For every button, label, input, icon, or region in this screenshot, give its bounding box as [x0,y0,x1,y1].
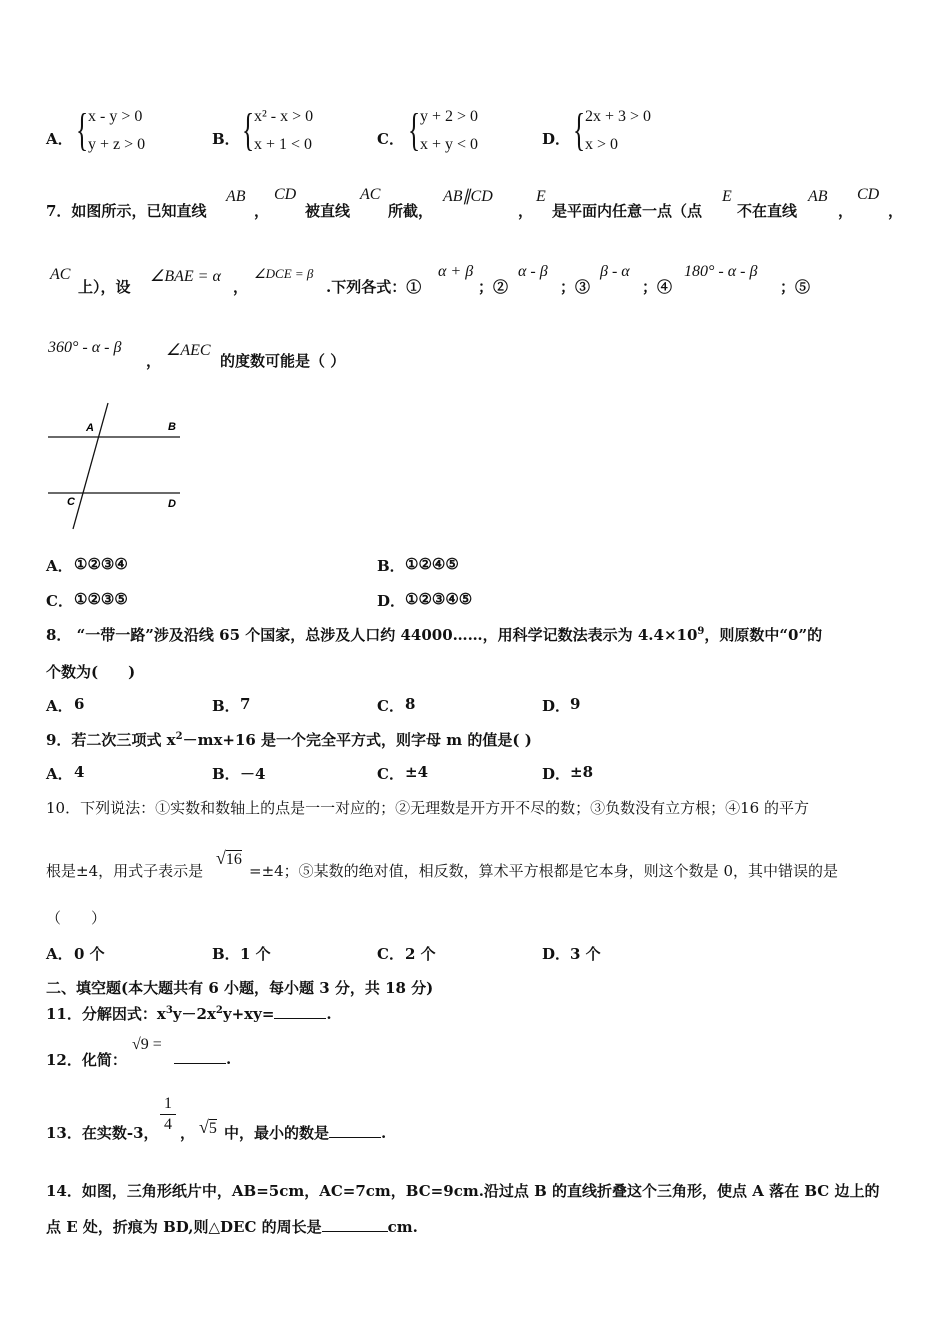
equation-line: y + 2 > 0 [420,108,479,125]
option-label: D． [377,592,406,610]
option-label: C． [377,697,404,715]
q6-option-d-label: D． [542,130,571,148]
option-label: B． [212,945,240,963]
q13-label: 13．在实数-3， [46,1124,159,1142]
answer-blank [274,1004,326,1019]
option-label: C． [377,765,404,783]
option-text: 1 个 [240,945,271,963]
equation-line: 2x + 3 > 0 [585,108,652,125]
comma: ， [233,278,249,296]
option-text: －4 [240,765,266,783]
fraction-denominator: 4 [164,1116,172,1133]
option-label: D． [542,697,571,715]
option-label: A． [46,765,73,783]
brace-icon: { [408,104,421,155]
math-expr-1: α + β [438,263,474,280]
math-cd: CD [857,186,880,203]
math-cd: CD [274,186,297,203]
q10-line1: 10．下列说法：①实数和数轴上的点是一一对应的；②无理数是开方开不尽的数；③负数没有立方根；④16 的平方 [46,799,809,817]
option-label: B． [212,765,240,783]
sqrt-16: √16 [216,848,242,868]
option-label: B． [212,697,240,715]
math-expr-5: 360° - α - β [48,339,122,356]
option-text: ①②③④ [74,555,128,573]
option-text: 9 [570,695,581,713]
math-angle-dce: ∠DCE = β [254,266,314,281]
q10-line3: （ ） [46,909,107,927]
equation-line: y + z > 0 [88,136,146,153]
option-label: D． [542,765,571,783]
brace-icon: { [242,104,255,155]
q7-text: 是平面内任意一点（点 [552,202,703,220]
option-text: 7 [240,695,251,713]
q10-line2b: =±4；⑤某数的绝对值，相反数，算术平方根都是它本身，则这个数是 0，其中错误的是 [249,862,838,880]
math-expr-2: α - β [518,263,548,280]
option-text: 8 [405,695,416,713]
option-label: A． [46,945,73,963]
equation-line: x + 1 < 0 [254,136,313,153]
fraction-numerator: 1 [160,1094,176,1115]
q7-text: 所截， [388,202,434,220]
q9-stem: 9．若二次三项式 $x^2-mx+16$ 是一个完全平方式，则字母 m 的值是( ) [46,731,532,749]
section-heading: 二、填空题(本大题共有 6 小题，每小题 3 分，共 18 分) [46,979,434,997]
q7-text: .下列各式：① [326,278,422,296]
option-text: ①②③④⑤ [405,590,473,608]
option-text: ①②③⑤ [74,590,128,608]
q12-label: 12．化简： [46,1051,127,1069]
q7-figure [40,395,190,535]
math-angle-aec: ∠AEC [166,342,211,359]
sqrt-5: √5 [199,1117,217,1137]
option-text: 6 [74,695,85,713]
q7-text: 的度数可能是（ ） [220,352,346,370]
math-ab: AB [808,188,828,205]
math-ac: AC [360,186,381,203]
q6-option-a-label: A． [46,130,73,148]
comma: ， [518,202,534,220]
q14-line1: 14．如图，三角形纸片中，AB=5cm，AC=7cm，BC=9cm.沿过点 B 的直线折叠这个三角形，使点 A 落在 BC 边上的 [46,1182,880,1200]
q7-text: ；③ [560,278,591,296]
comma: ， [146,352,162,370]
q11: 11．分解因式：$x^3y-2x^2y+xy=$ . [46,1005,332,1023]
q6-option-c-label: C． [377,130,404,148]
q6-option-a-system [88,103,145,159]
q7-text: ；② [478,278,509,296]
q10-line2a: 根是±4，用式子表示是 [46,862,204,880]
q6-option-b-system [254,103,313,159]
math-expr-3: β - α [600,263,630,280]
option-label: A． [46,697,73,715]
comma: ， [180,1124,196,1142]
q6-option-b-label: B． [212,130,240,148]
q12-expr: √9 = [132,1036,162,1053]
math-expr-4: 180° - α - β [684,263,758,280]
option-label: B． [377,557,405,575]
q7-text: ；④ [642,278,673,296]
option-label: A． [46,557,73,575]
q7-text: 不在直线 [737,202,798,220]
q7-text: 被直线 [305,202,351,220]
option-label: C． [377,945,404,963]
label-d: D [168,498,176,510]
label-b: B [168,421,176,433]
comma: ， [888,202,904,220]
math-ac: AC [50,266,71,283]
q8-line1: 8． “一带一路”涉及沿线 65 个国家，总涉及人口约 44000……，用科学记数法表示为 $4.4\times 10^9$，则原数中“0”的 [46,626,823,644]
option-text: ±8 [570,763,594,781]
q12-blank: . [174,1049,231,1068]
option-text: 0 个 [74,945,105,963]
equation-line: x > 0 [585,136,619,153]
comma: ， [254,202,270,220]
q6-option-c-system [420,103,478,159]
math-e: E [536,188,546,205]
q7-text: 7．如图所示，已知直线 [46,202,207,220]
option-text: 2 个 [405,945,436,963]
q14-line2: 点 E 处，折痕为 BD,则△DEC 的周长是 cm. [46,1218,418,1236]
equation-line: x + y < 0 [420,136,479,153]
q8-line2: 个数为( ) [46,663,136,681]
option-label: C． [46,592,73,610]
label-c: C [67,496,75,508]
brace-icon: { [76,104,89,155]
q13-tail: 中，最小的数是 . [224,1124,387,1142]
math-e: E [722,188,732,205]
equation-line: x - y > 0 [88,108,143,125]
option-text: ①②④⑤ [405,555,459,573]
fraction-one-quarter [160,1094,176,1135]
label-a: A [86,422,94,434]
option-text: 3 个 [570,945,601,963]
brace-icon: { [573,104,586,155]
option-text: 4 [74,763,85,781]
comma: ， [838,202,854,220]
math-parallel: AB∥CD [443,188,493,205]
q7-text: ；⑤ [780,278,811,296]
math-ab: AB [226,188,246,205]
equation-line: x² - x > 0 [254,108,314,125]
option-text: ±4 [405,763,429,781]
option-label: D． [542,945,571,963]
q7-text: 上），设 [78,278,131,296]
q6-option-d-system [585,103,651,159]
math-angle-bae: ∠BAE = α [150,268,221,285]
